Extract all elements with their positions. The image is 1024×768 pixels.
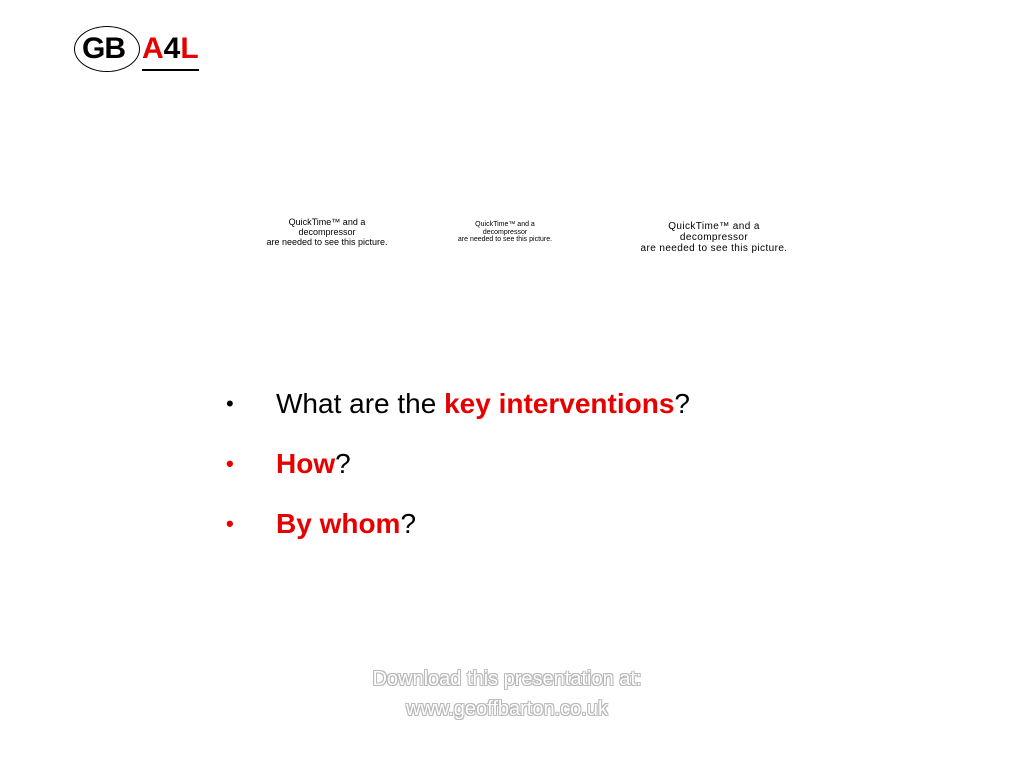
placeholder-line: are needed to see this picture. (266, 236, 388, 247)
logo-a4l-text (142, 31, 199, 71)
bullet-suffix: ? (335, 448, 351, 479)
logo-a-letter: A (142, 32, 164, 65)
bullet-list (226, 380, 690, 560)
placeholder-line: are needed to see this picture. (457, 236, 553, 244)
bullet-highlight: How (276, 448, 336, 479)
logo-four-digit: 4 (163, 32, 181, 65)
quicktime-placeholder-1 (254, 218, 400, 248)
placeholder-line: are needed to see this picture. (640, 243, 788, 254)
bullet-suffix: ? (400, 508, 417, 539)
footer-website-link[interactable]: www.geoffbarton.co.uk (406, 698, 608, 720)
footer-download-text: Download this presentation at: (372, 668, 642, 690)
bullet-item (226, 500, 690, 560)
logo-gb-text: GB (82, 32, 125, 65)
bullet-item (226, 440, 690, 500)
placeholder-line: QuickTime™ and a (668, 221, 760, 232)
bullet-item (226, 380, 690, 440)
quicktime-placeholder-2 (446, 221, 564, 244)
bullet-dot: • (226, 391, 234, 416)
download-footer (300, 664, 714, 724)
bullet-highlight: By whom (276, 508, 401, 539)
bullet-suffix: ? (674, 388, 690, 419)
logo-l-letter: L (180, 32, 199, 65)
gba4l-logo (74, 26, 214, 76)
placeholder-line: QuickTime™ and a (288, 217, 366, 227)
bullet-highlight: key interventions (444, 388, 675, 419)
placeholder-line: QuickTime™ and a (475, 221, 535, 228)
placeholder-line: decompressor (298, 226, 356, 237)
bullet-prefix: What are the (276, 388, 445, 419)
bullet-dot: • (226, 451, 234, 476)
placeholder-line: decompressor (679, 232, 749, 243)
placeholder-line: decompressor (482, 228, 528, 236)
bullet-dot: • (226, 511, 234, 536)
quicktime-placeholder-3 (630, 221, 798, 254)
